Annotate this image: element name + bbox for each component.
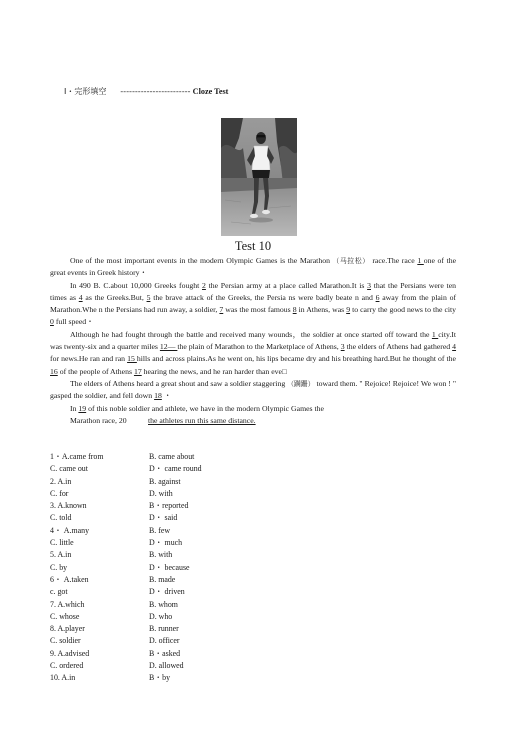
option[interactable]: 8. A.player: [50, 624, 85, 634]
option-row: [50, 476, 310, 488]
blank-18[interactable]: 18: [154, 391, 162, 401]
blank-14[interactable]: 4: [452, 342, 457, 352]
blank-15[interactable]: 15: [127, 354, 137, 364]
option[interactable]: 3. A.known: [50, 501, 87, 511]
blank-13[interactable]: 3: [340, 342, 345, 352]
blank-20-line[interactable]: Marathon race, 20 the athletes run this same distance.: [70, 415, 256, 425]
paragraph-4: The elders of Athens heard a great shout and saw a soldier staggering （蹒跚） toward them. " Rejoice! Rejoice! We won ! " gasped the soldier, and fell down 18 ・: [50, 378, 457, 401]
option-row: [50, 525, 310, 537]
option[interactable]: 5. A.in: [50, 550, 72, 560]
header-dashes: ------------------------: [120, 87, 191, 96]
option[interactable]: C. for: [50, 488, 69, 498]
option-row: [50, 660, 310, 672]
blank-17[interactable]: 17: [133, 366, 142, 376]
answer-options: [50, 451, 310, 685]
blank-10[interactable]: 0: [50, 317, 54, 327]
paragraph-3: Although he had fought through the battle and received many wounds，the soldier at once started off toward the 1 city.It was twenty-six and a quarter miles 12— the plain of Marathon to the Marketplace of Athens, 3 the elders of Athens had gathered 4 for news.He ran and ran 15 hills and across plains.As he went on, his lips became dry and his breathing hard.But he thought of the 16 of the people of Athens 17 hearing the news, and he ran harder than eve□: [50, 329, 457, 376]
option-row: [50, 512, 310, 524]
option[interactable]: D. with: [149, 488, 173, 498]
option-row: [50, 611, 310, 623]
option[interactable]: B. against: [149, 476, 181, 486]
option[interactable]: C. by: [50, 562, 68, 572]
option[interactable]: 4・ A.many: [50, 525, 90, 535]
option-row: [50, 648, 310, 660]
option[interactable]: D・ said: [149, 513, 178, 523]
blank-11[interactable]: 1: [431, 329, 439, 339]
option[interactable]: 1・A.came from: [50, 452, 104, 461]
option[interactable]: 9. A.advised: [50, 648, 90, 658]
option-row: [50, 549, 310, 561]
option[interactable]: D. who: [149, 611, 173, 621]
option[interactable]: C. whose: [50, 611, 80, 621]
blank-9[interactable]: 9: [346, 305, 351, 315]
option-row: [50, 451, 310, 463]
option-row: [50, 537, 310, 549]
option-row: [50, 574, 310, 586]
option[interactable]: B. made: [149, 574, 176, 584]
option-row: [50, 672, 310, 684]
blank-4[interactable]: 4: [78, 292, 83, 302]
cloze-test-label: Cloze Test: [192, 87, 229, 96]
section-label: Ⅰ・完形填空: [64, 87, 107, 96]
option-row: [50, 599, 310, 611]
option[interactable]: 10. A.in: [50, 673, 76, 683]
option-row: [50, 463, 310, 475]
option[interactable]: D・ came round: [149, 464, 202, 474]
option-row: [50, 623, 310, 635]
option[interactable]: C. soldier: [50, 636, 81, 646]
option[interactable]: 6・ A.taken: [50, 574, 89, 584]
option[interactable]: 2. A.in: [50, 476, 72, 486]
blank-12[interactable]: 12—: [159, 342, 178, 352]
option[interactable]: D・ driven: [149, 587, 185, 597]
blank-5[interactable]: 5: [146, 292, 151, 302]
option[interactable]: B・reported: [149, 501, 189, 511]
blank-1[interactable]: 1: [417, 256, 424, 265]
option[interactable]: B. runner: [149, 624, 179, 634]
option-row: [50, 635, 310, 647]
paragraph-1: One of the most important events in the modern Olympic Games is the Marathon （马拉松） race.The race 1 one of the great events in Greek history・: [50, 256, 457, 278]
option-row: [50, 562, 310, 574]
option[interactable]: C. told: [50, 513, 72, 523]
paragraph-5: In 19 of this noble soldier and athlete, we have in the modern Olympic Games the Marathon race, 20 the athletes run this same distance.: [50, 403, 456, 428]
option-row: [50, 488, 310, 500]
option[interactable]: C. came out: [50, 464, 88, 474]
box-glyph: □: [282, 366, 287, 376]
option[interactable]: D. officer: [149, 636, 180, 646]
option[interactable]: B・asked: [149, 648, 181, 658]
option[interactable]: c. got: [50, 587, 68, 597]
option[interactable]: B. whom: [149, 599, 178, 609]
blank-8[interactable]: 8: [292, 305, 297, 315]
blank-6[interactable]: 6: [375, 292, 380, 302]
runner-photo: [221, 118, 297, 236]
blank-2[interactable]: 2: [202, 280, 206, 290]
option[interactable]: B・by: [149, 673, 171, 683]
runner-image: [221, 118, 297, 236]
cloze-passage: [50, 255, 456, 427]
blank-16[interactable]: 16: [50, 366, 58, 376]
section-header: [64, 86, 324, 97]
option[interactable]: C. ordered: [50, 661, 84, 671]
option[interactable]: B. came about: [149, 452, 195, 461]
option-row: [50, 586, 310, 598]
option[interactable]: D・ because: [149, 562, 190, 572]
option[interactable]: D・ much: [149, 538, 183, 548]
option[interactable]: C. little: [50, 538, 74, 548]
option[interactable]: 7. A.which: [50, 599, 85, 609]
option[interactable]: B. with: [149, 550, 173, 560]
blank-3[interactable]: 3: [367, 280, 371, 290]
option[interactable]: B. few: [149, 525, 171, 535]
test-title: Test 10: [234, 239, 272, 253]
paragraph-2: In 490 B. C.about 10,000 Greeks fought 2 the Persian army at a place called Marathon.It is 3 that the Persians were ten times as 4 as the Greeks.But, 5 the brave attack of the Greeks, the Persia ns were badly beate n and 6 away from the plain of Marathon.Whe n the Persians had run away, a soldier, 7 was the most famous 8 in Athens, was 9 to carry the good news to the city 0 full speed・: [50, 280, 457, 327]
blank-7[interactable]: 7: [219, 305, 224, 315]
option[interactable]: D. allowed: [149, 661, 184, 671]
blank-19[interactable]: 19: [78, 403, 87, 413]
option-row: [50, 500, 310, 512]
